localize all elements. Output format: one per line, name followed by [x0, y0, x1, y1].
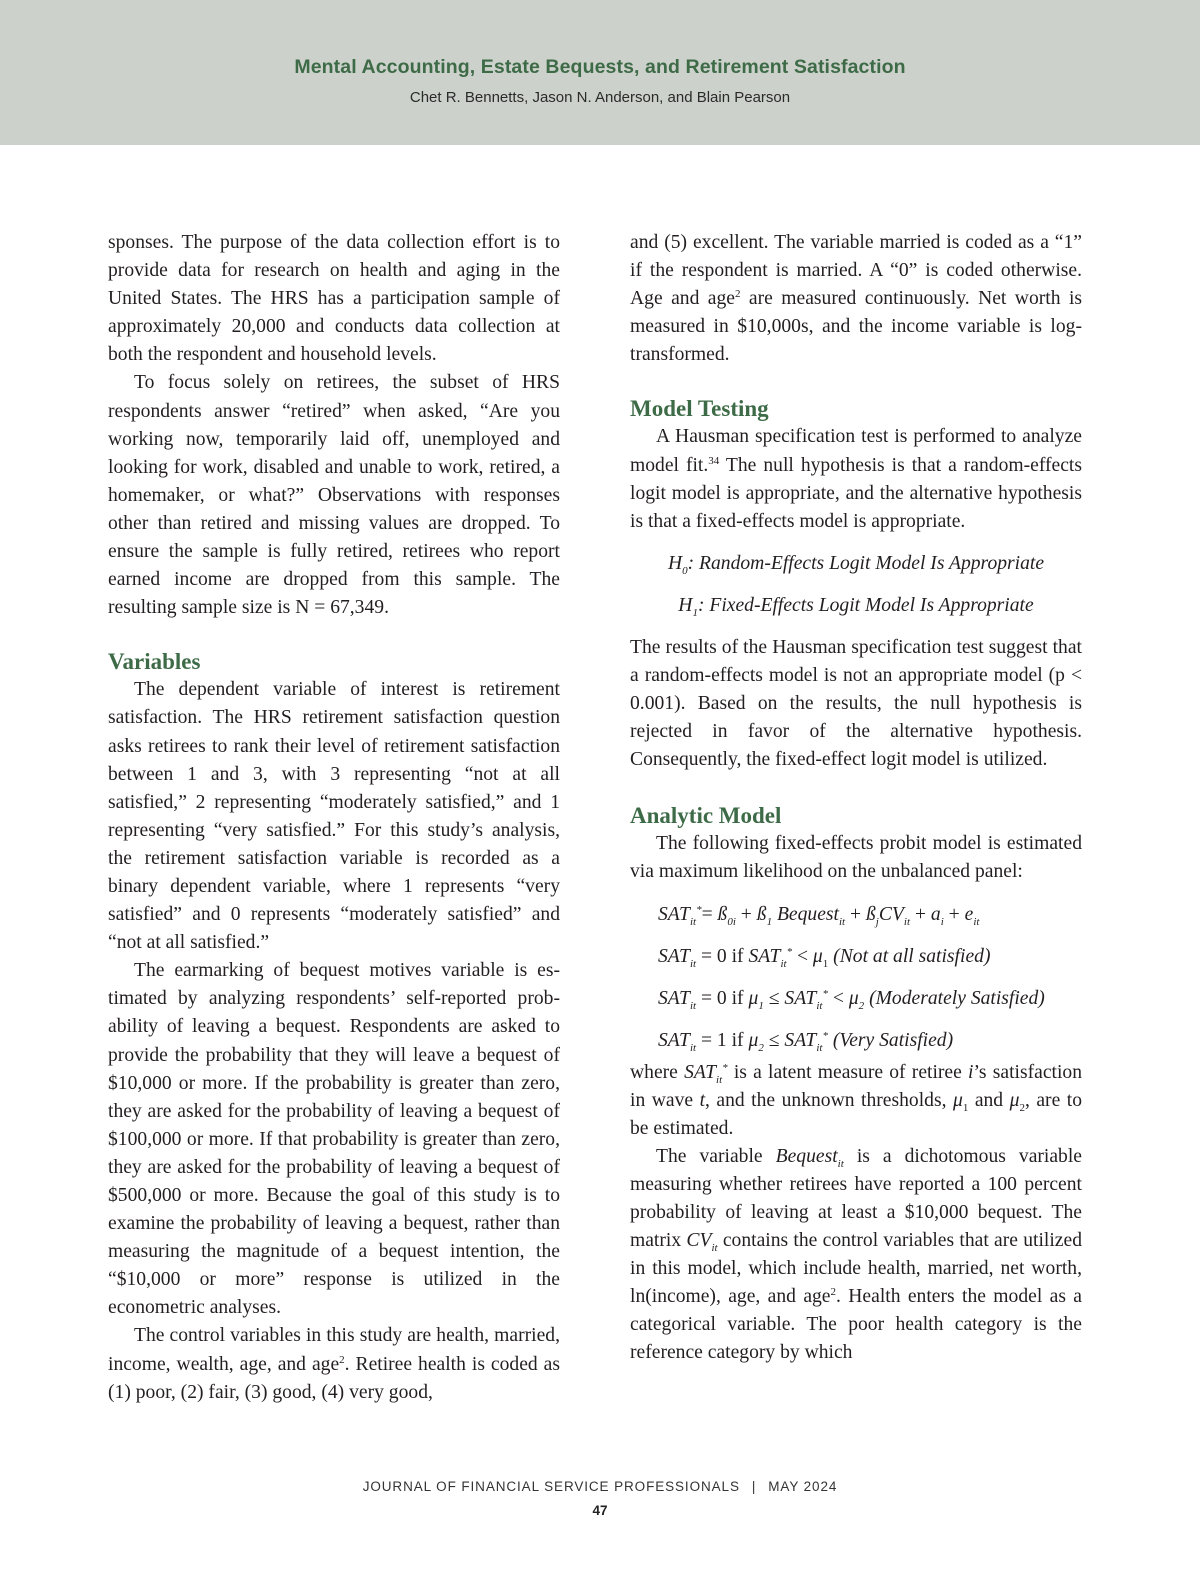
alternative-hypothesis: $H_1$: Fixed-Effects Logit Model Is Appropriate [678, 594, 1034, 619]
left-column [108, 229, 560, 1407]
paragraph: where $SAT_{it}^*$ is a latent measure of retiree i’s satisfaction in wave t, and the unknown thresholds, $\mu_1$ and $\mu_2$, are to be estimated. [630, 1061, 1082, 1139]
null-hypothesis: $H_0$: Random-Effects Logit Model Is Appropriate [667, 552, 1045, 577]
equation-threshold-very-satisfied: $SAT_{it} = 1$ if $\mu_2 \le SAT_{it}^*$ (Very Satisfied) [658, 1029, 954, 1054]
footer-journal: JOURNAL OF FINANCIAL SERVICE PROFESSIONALS | MAY 2024 [362, 1479, 838, 1494]
paragraph: The variable Bequest$_{it}$ is a dichotomous variable measuring whether retirees have reported a 100 percent probability of leaving at least a $10,000 bequest. The matrix $CV_{it}$ contains the control variables that are utilized in this model, which include health, married, net worth, ln(income), age, and age$^2$. Health enters the model as a categorical variable. The poor health category is the reference category by which [630, 1145, 1083, 1364]
paragraph: sponses. The purpose of the data collection effort is to provide data for research on health and aging in the United States. The HRS has a participation sample of approximately 20,000 and conducts data collection at both the respondent and household levels. [108, 232, 560, 366]
paragraph: The dependent variable of interest is retirement satisfaction. The HRS retirement satisfaction question asks retirees to rank their level of retirement satisfaction between 1 and 3, with 3 representing “not at all satisfied,” 2 representing “moderately satisfied,” and 1 representing “very satisfied.” For this study’s analysis, the retirement satisfaction variable is recorded as a binary dependent variable, where 1 represents “very satisfied” and 0 represents “moderately satisfied” and “not at all satisfied.” [108, 679, 560, 954]
section-heading-analytic-model: Analytic Model [630, 803, 782, 829]
paragraph: The earmarking of bequest motives variable is estimated by analyzing respondents’ self-reported probability of leaving a bequest. Respondents are asked to provide the probability that they will leave a bequest of $10,000 or more. If the probability is greater than zero, they are asked for the probability of leaving a bequest of $100,000 or more. If that probability is greater than zero, they are asked for the probability of leaving a bequest of $500,000 or more. Because the goal of this study is to examine the probability of leaving a bequest, rather than measuring the magnitude of a bequest intention, the “$10,000 or more” response is utilized in the econometric analyses. [108, 960, 560, 1319]
section-heading-model-testing: Model Testing [630, 396, 769, 422]
section-heading-variables: Variables [108, 649, 201, 675]
paragraph: To focus solely on retirees, the subset of HRS respondents answer “retired” when asked, “Are you working now, temporarily laid off, unemployed and looking for work, disabled and unable to work, retired, a homemaker, or what?” Observations with responses other than retired and missing values are dropped. To ensure the sample is fully retired, retirees who report earned income are dropped from this sample. The resulting sample size is N = 67,349. [108, 372, 560, 619]
paragraph: The results of the Hausman specification test suggest that a random-effects model is not an appropriate model (p < 0.001). Based on the results, the null hypothesis is rejected in favor of the alternative hypothesis. Consequently, the fixed-effect logit model is utilized. [630, 636, 1082, 771]
paragraph: The following fixed-effects probit model is estimated via maximum likelihood on the unbalanced panel: [630, 833, 1082, 883]
article-title: Mental Accounting, Estate Bequests, and Retirement Satisfaction [294, 56, 906, 78]
equation-latent-model: $SAT_{it}^*=$ $ß_{0i}$ + $ß_1$ Bequest$_{it}$ + $ß_jCV_{it} + a_i + e_{it}$ [658, 903, 980, 928]
paragraph: and (5) excellent. The variable married is coded as a “1” if the respondent is married. A “0” is coded otherwise. Age and age$^2$ are measured continuously. Net worth is measured in $10,000s, and the income variable is log-transformed. [630, 232, 1083, 366]
paragraph: A Hausman specification test is performed to analyze model fit.$^{34}$ The null hypothesis is that a random-effects logit model is appropriate, and the alternative hypothesis is that a fixed-effects model is appropriate. [630, 426, 1082, 532]
page-number: 47 [592, 1503, 608, 1518]
paragraph: The control variables in this study are health, married, income, wealth, age, and age$^2$. Retiree health is coded as (1) poor, (2) fair, (3) good, (4) very good, [108, 1325, 560, 1403]
right-column [630, 229, 1082, 1368]
equation-threshold-not-satisfied: $SAT_{it} = 0$ if $SAT_{it}^* < \mu_1$ (Not at all satisfied) [658, 945, 991, 970]
article-authors: Chet R. Bennetts, Jason N. Anderson, and Blain Pearson [409, 89, 791, 106]
equation-threshold-moderately-satisfied: $SAT_{it} = 0$ if $\mu_1 \le SAT_{it}^* < \mu_2$ (Moderately Satisfied) [658, 987, 1045, 1012]
